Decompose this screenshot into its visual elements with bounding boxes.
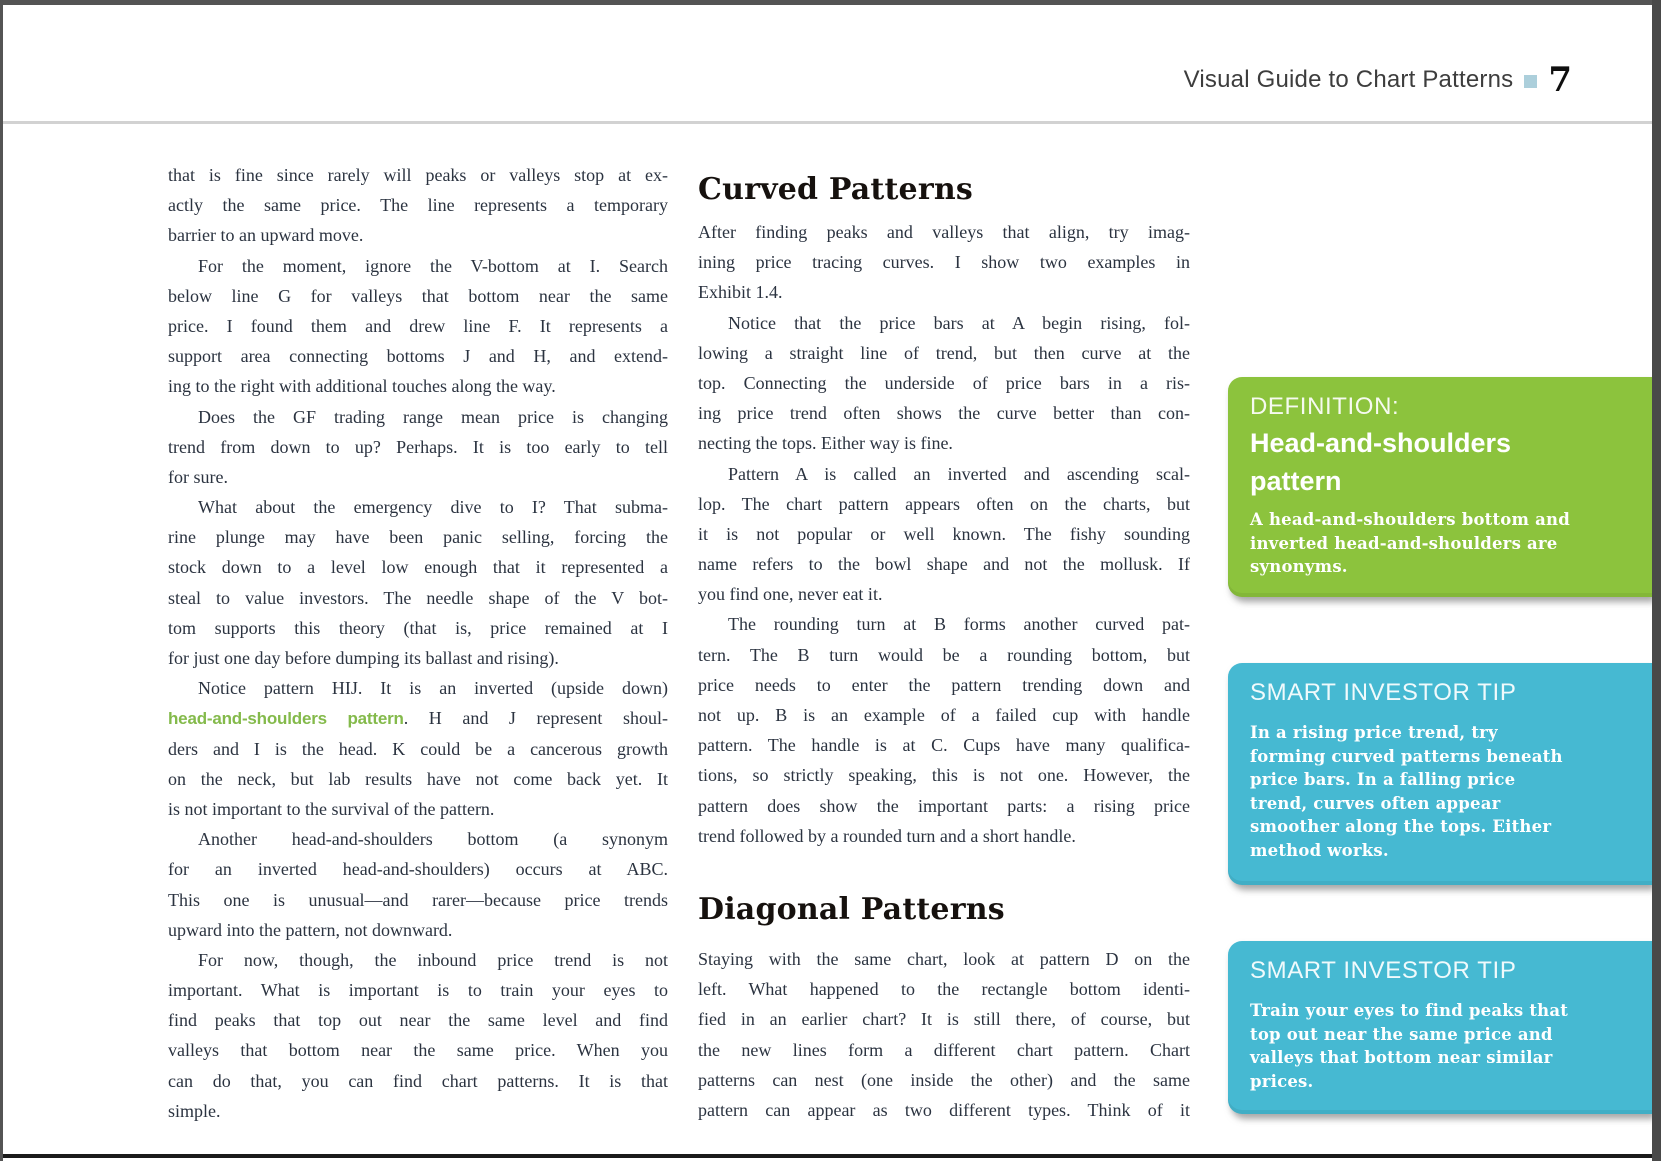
text-line: top. Connecting the underside of price bars in a ris- [698,372,1190,393]
text-line: lop. The chart pattern appears often on the charts, but [698,493,1190,514]
text-line: After finding peaks and valleys that align, try imag- [698,222,1190,242]
tip-body-line: In a rising price trend, try [1250,723,1498,742]
book-title: Visual Guide to Chart Patterns [1183,66,1514,93]
left-text-column [168,160,668,1126]
definition-body-line: synonyms. [1250,557,1348,576]
tip-body [1250,999,1624,1093]
tip-body-line: forming curved patterns beneath [1250,746,1563,766]
text-line: ing to the right with additional touches along the way. [168,376,556,397]
text-line: you find one, never eat it. [698,584,883,605]
tip-body-line: smoother along the tops. Either [1250,817,1552,836]
right-text-column [698,160,1190,1125]
text-line: actly the same price. The line represents a temporary [168,195,668,216]
text-line: Pattern A is called an inverted and ascending scal- [728,463,1190,484]
text-line: support area connecting bottoms J and H, and extend- [168,346,668,367]
definition-callout-box [1228,377,1652,597]
text-line: patterns can nest (one inside the other) and the same [698,1069,1190,1090]
text-line: steal to value investors. The needle shape of the V bot- [168,587,668,608]
text-line: that is fine since rarely will peaks or valleys stop at ex- [168,165,668,185]
text-line: tern. The B turn would be a rounding bottom, but [698,644,1190,665]
text-line: valleys that bottom near the same price. When you [168,1040,668,1061]
text-line: What about the emergency dive to I? That subma- [198,497,668,518]
text-line: on the neck, but lab results have not come back yet. It [168,768,668,789]
text-line: important. What is important is to train your eyes to [168,980,668,1001]
definition-title-line: pattern [1250,466,1342,496]
text-line: trend from down to up? Perhaps. It is too early to tell [168,436,668,457]
text-line: simple. [168,1100,221,1121]
tip-title: SMART INVESTOR TIP [1250,679,1517,706]
section-marker-icon [1524,75,1537,88]
text-line: lowing a straight line of trend, but then curve at the [698,342,1190,363]
text-line: tom supports this theory (that is, price remained at I [168,617,668,638]
text-line: price. I found them and drew line F. It represents a [168,315,668,336]
text-line: can do that, you can find chart patterns. It is that [168,1070,668,1091]
window-top-border [0,0,1661,5]
definition-label: DEFINITION: [1250,393,1400,420]
text-line: pattern does show the important parts: a rising price [698,795,1190,816]
text-line: for sure. [168,466,228,487]
text-line: barrier to an upward move. [168,225,364,246]
smart-investor-tip-box-2 [1228,941,1652,1114]
text-line: The rounding turn at B forms another curved pat- [728,614,1190,635]
section-heading: Diagonal Patterns [698,891,1005,927]
text-line: necting the tops. Either way is fine. [698,433,953,454]
tip-body-line: trend, curves often appear [1250,793,1501,813]
definition-body-line: inverted head-and-shoulders are [1250,533,1558,553]
text-line: pattern. The handle is at C. Cups have many qualifica- [698,735,1190,756]
text-line: Exhibit 1.4. [698,282,783,303]
text-line: Notice that the price bars at A begin rising, fol- [728,312,1190,333]
text-line: rine plunge may have been panic selling, forcing the [168,527,668,548]
definition-body [1250,508,1624,579]
page-number: 7 [1548,60,1572,100]
text-line: ders and I is the head. K could be a cancerous growth [168,738,668,759]
definition-title [1250,424,1624,500]
tip-body-line: method works. [1250,840,1389,860]
definition-body-line: A head-and-shoulders bottom and [1250,510,1570,529]
text-line [168,703,668,733]
running-header [1184,60,1572,100]
text-line: ining price tracing curves. I show two examples in [698,252,1190,273]
text-line: below line G for valleys that bottom near the same [168,285,668,306]
text-line: tions, so strictly speaking, this is not one. However, the [698,765,1190,786]
text-line: it is not popular or well known. The fishy sounding [698,523,1190,544]
definition-title-line: Head-and-shoulders [1250,428,1512,458]
text-line: Staying with the same chart, look at pattern D on the [698,948,1190,969]
text-line: Notice pattern HIJ. It is an inverted (upside down) [198,678,668,699]
page-bottom-edge [0,1154,1652,1158]
tip-body-line: price bars. In a falling price [1250,770,1516,789]
text-line: find peaks that top out near the same level and find [168,1010,668,1031]
text-line: for just one day before dumping its ballast and rising). [168,648,559,668]
text-line: upward into the pattern, not downward. [168,919,453,940]
text-line: is not important to the survival of the pattern. [168,798,495,819]
text-line: price needs to enter the pattern trending down and [698,674,1190,695]
tip-title: SMART INVESTOR TIP [1250,957,1517,984]
tip-body-line: valleys that bottom near similar [1250,1048,1553,1067]
text-line: Does the GF trading range mean price is changing [198,406,668,427]
linked-term: head-and-shoulders pattern [168,709,404,729]
text-line: trend followed by a rounded turn and a short handle. [698,825,1076,846]
section-heading: Curved Patterns [698,172,973,207]
text-line: This one is unusual—and rarer—because price trends [168,889,668,910]
text-line: pattern can appear as two different types. Think of it [698,1099,1190,1120]
text-line: left. What happened to the rectangle bottom identi- [698,979,1190,1000]
text-run: . H and J represent shoul- [403,708,668,729]
window-right-border [1652,0,1661,1161]
text-line: stock down to a level low enough that it represented a [168,557,668,578]
header-divider-rule [3,121,1652,124]
text-line: For the moment, ignore the V-bottom at I. Search [198,255,668,276]
text-line: fied in an earlier chart? It is still there, of course, but [698,1009,1190,1030]
text-line: name refers to the bowl shape and not the mollusk. If [698,554,1190,575]
text-line: For now, though, the inbound price trend is not [198,949,668,970]
text-line: the new lines form a different chart pattern. Chart [698,1039,1190,1060]
tip-body [1250,721,1624,862]
text-line: ing price trend often shows the curve better than con- [698,403,1190,424]
text-line: not up. B is an example of a failed cup with handle [698,705,1190,725]
smart-investor-tip-box-1 [1228,663,1652,885]
window-left-border [0,0,3,1161]
tip-body-line: Train your eyes to find peaks that [1250,1001,1569,1020]
text-line: for an inverted head-and-shoulders) occurs at ABC. [168,859,668,880]
text-line: Another head-and-shoulders bottom (a synonym [198,829,668,850]
tip-body-line: prices. [1250,1071,1314,1091]
tip-body-line: top out near the same price and [1250,1024,1553,1044]
